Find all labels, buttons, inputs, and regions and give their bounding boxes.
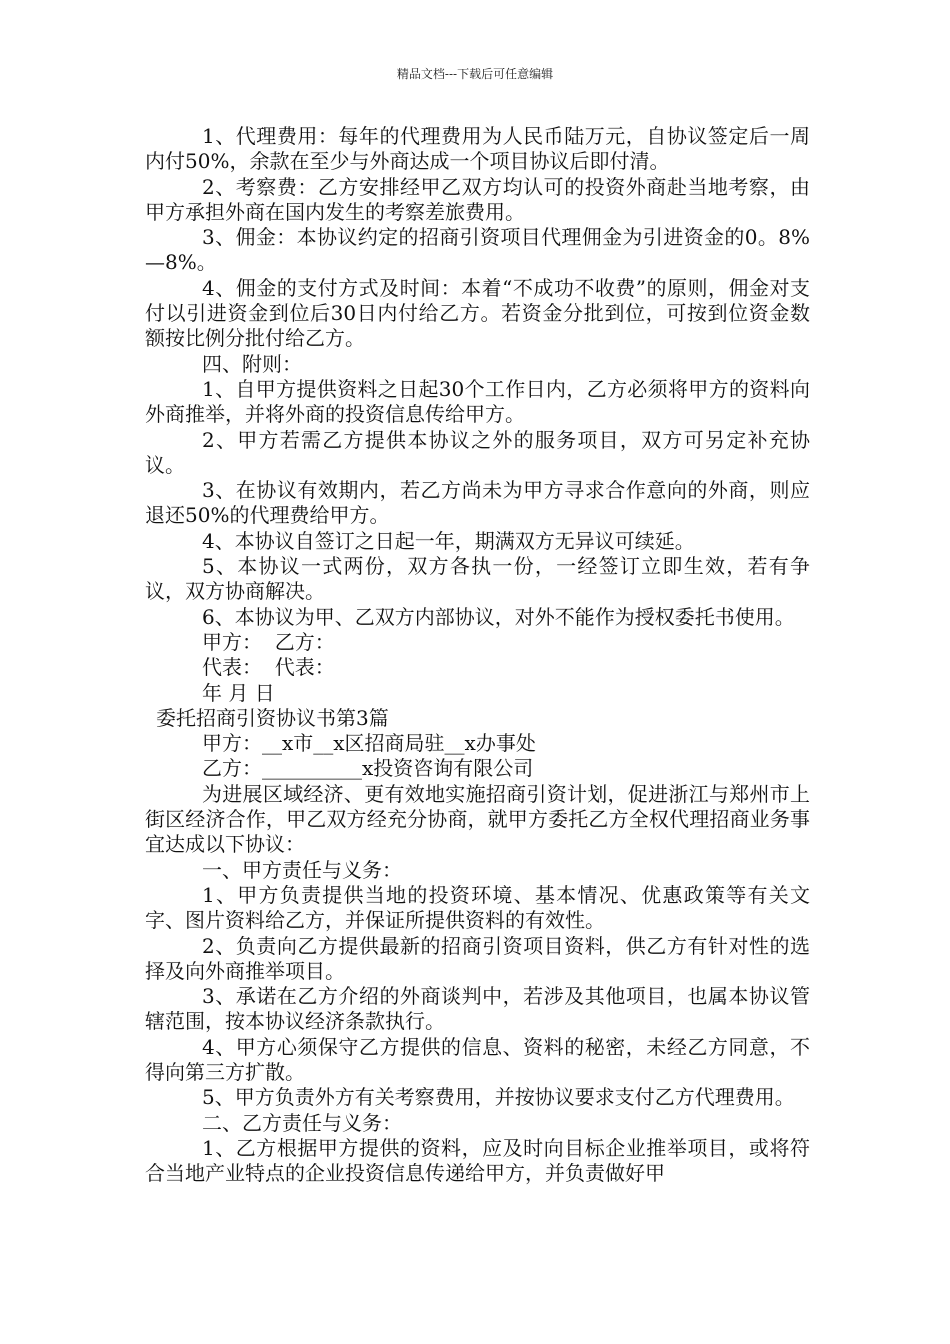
signature-representatives: 代表： 代表： — [202, 655, 335, 680]
appendix-clause-2: 2、甲方若需乙方提供本协议之外的服务项目，双方可另定补充协议。 — [145, 427, 810, 477]
party-a: 甲方：__x市__x区招商局驻__x办事处 — [202, 731, 536, 756]
section-heading-appendix: 四、附则： — [202, 351, 302, 376]
appendix-clause-1: 1、自甲方提供资料之日起30个工作日内，乙方必须将甲方的资料向外商推举，并将外商的投资信息传给甲方。 — [145, 376, 810, 427]
section-heading-party-a-duties: 一、甲方责任与义务： — [202, 857, 402, 882]
document-body — [145, 124, 810, 1186]
party-a-duty-5: 5、甲方负责外方有关考察费用，并按协议要求支付乙方代理费用。 — [202, 1085, 795, 1110]
clause-commission: 3、佣金：本协议约定的招商引资项目代理佣金为引进资金的0。8%—8%。 — [145, 225, 810, 275]
party-a-duty-3: 3、承诺在乙方介绍的外商谈判中，若涉及其他项目，也属本协议管辖范围，按本协议经济条款执行。 — [145, 984, 810, 1034]
clause-agency-fee: 1、代理费用：每年的代理费用为人民币陆万元，自协议签定后一周内付50%，余款在至少与外商达成一个项目协议后即付清。 — [145, 124, 810, 174]
preamble: 为进展区域经济、更有效地实施招商引资计划，促进浙江与郑州市上街区经济合作，甲乙双方经充分协商，就甲方委托乙方全权代理招商业务事宜达成以下协议： — [145, 781, 810, 857]
clause-inspection-fee: 2、考察费：乙方安排经甲乙双方均认可的投资外商赴当地考察，由甲方承担外商在国内发生的考察差旅费用。 — [145, 174, 810, 224]
clause-commission-payment: 4、佣金的支付方式及时间：本着“不成功不收费”的原则，佣金对支付以引进资金到位后30日内付给乙方。若资金分批到位，可按到位资金数额按比例分批付给乙方。 — [145, 275, 810, 351]
party-b: 乙方：__________x投资咨询有限公司 — [202, 756, 534, 781]
appendix-clause-3: 3、在协议有效期内，若乙方尚未为甲方寻求合作意向的外商，则应退还50%的代理费给甲方。 — [145, 478, 810, 528]
section-heading-party-b-duties: 二、乙方责任与义务： — [202, 1110, 402, 1135]
signature-date: 年 月 日 — [202, 680, 275, 705]
party-a-duty-1: 1、甲方负责提供当地的投资环境、基本情况、优惠政策等有关文字、图片资料给乙方，并保证所提供资料的有效性。 — [145, 882, 810, 933]
party-a-duty-4: 4、甲方心须保守乙方提供的信息、资料的秘密，未经乙方同意，不得向第三方扩散。 — [145, 1034, 810, 1084]
appendix-clause-5: 5、本协议一式两份，双方各执一份，一经签订立即生效，若有争议，双方协商解决。 — [145, 554, 810, 604]
party-b-duty-1: 1、乙方根据甲方提供的资料，应及时向目标企业推举项目，或将符合当地产业特点的企业投资信息传递给甲方，并负责做好甲 — [145, 1135, 810, 1186]
appendix-clause-4: 4、本协议自签订之日起一年，期满双方无异议可续延。 — [202, 528, 695, 553]
party-a-duty-2: 2、负责向乙方提供最新的招商引资项目资料，供乙方有针对性的选择及向外商推举项目。 — [145, 933, 810, 983]
agreement-title: 委托招商引资协议书第3篇 — [156, 705, 389, 730]
signature-parties: 甲方： 乙方： — [202, 629, 335, 654]
page-header: 精品文档---下载后可任意编辑 — [396, 67, 554, 81]
appendix-clause-6: 6、本协议为甲、乙双方内部协议，对外不能作为授权委托书使用。 — [202, 604, 795, 629]
